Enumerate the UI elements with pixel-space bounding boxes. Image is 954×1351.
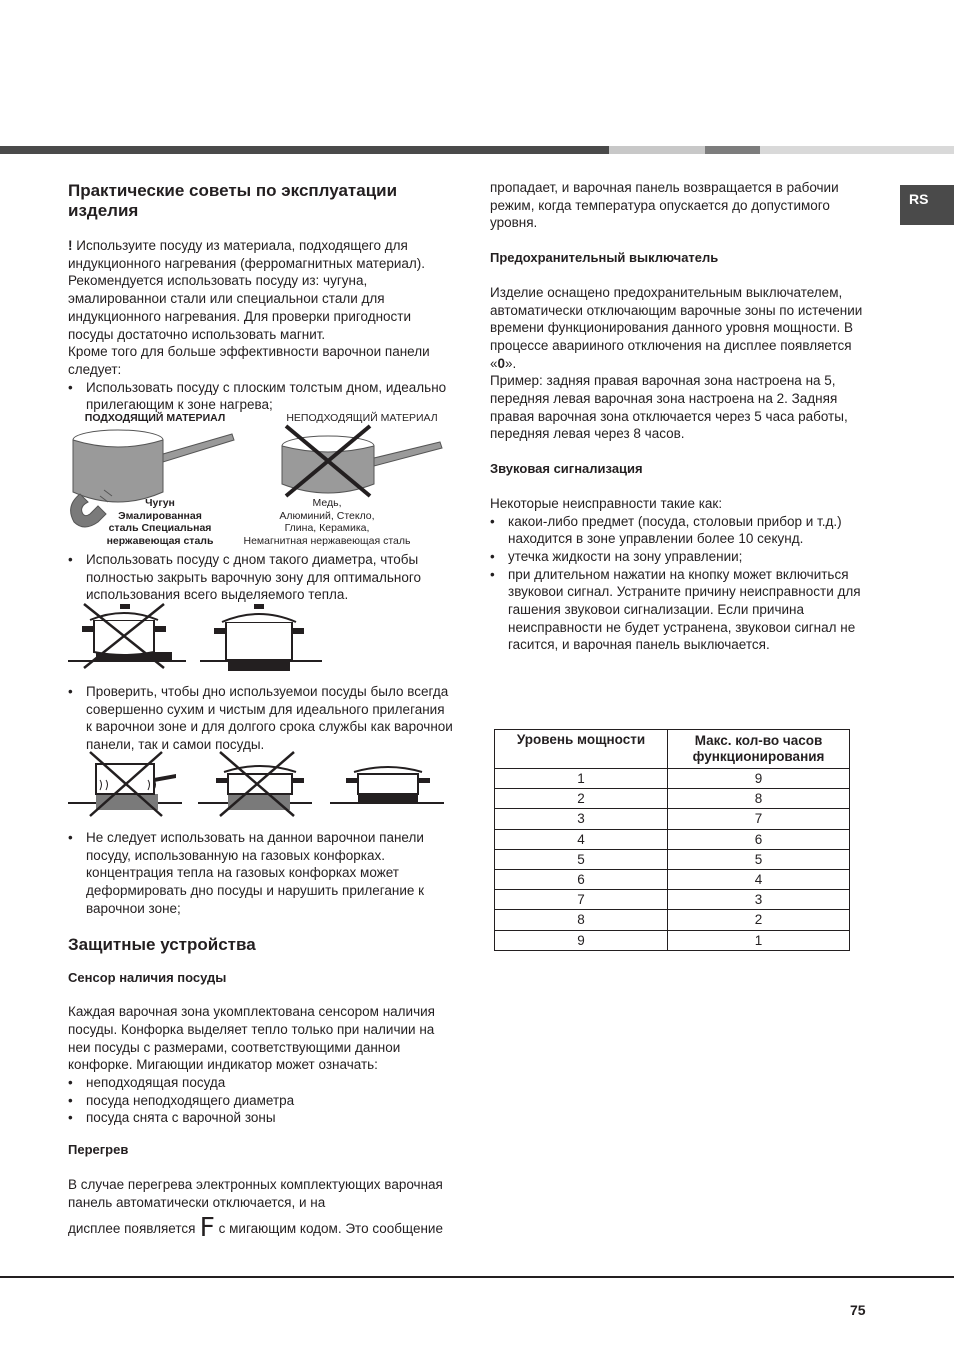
display-zero: 0: [497, 355, 506, 371]
bullet-list-1: [68, 379, 453, 414]
fig2-diameter-illustration: [66, 602, 326, 674]
power-level-table: [494, 729, 850, 951]
sensor-list: [68, 1074, 453, 1127]
overheat-paragraph: В случае перегрева электронных комплектующих варочная панель автоматически отключается, и на: [68, 1176, 443, 1210]
warning-mark: !: [68, 238, 73, 253]
table-row: [495, 849, 850, 869]
cell-power-level: 2: [495, 789, 668, 809]
subsection-fuse: Предохранительный выключатель: [490, 250, 719, 266]
cell-power-level: 7: [495, 890, 668, 910]
header-bar-light: [609, 146, 705, 154]
bullet-gas-cookware: • Не следует использовать на даннои варочнои панели посуду, использованную на газовых конфорках. концентрация тепла на газовых конфорках может деформировать дно посуды и нарушить прилегание к варочнои зоне;: [68, 829, 453, 918]
cell-max-hours: 3: [668, 890, 850, 910]
cell-power-level: 3: [495, 809, 668, 829]
table-row: [495, 809, 850, 829]
header-bar-dark: [0, 146, 609, 154]
list-item: • при длительном нажатии на кнопку может включиться звуковои сигнал. Устраните причину неисправности для гашения звуковои сигнализации. Если причина неисправности не будет устранена, звуковои сигнал не гасится, и варочная панель выключается.: [490, 566, 870, 655]
table-header-level: Уровень мощности: [495, 730, 668, 769]
cell-max-hours: 5: [668, 849, 850, 869]
table-row: [495, 769, 850, 789]
header-bar-light-end: [760, 146, 954, 154]
left-column: [68, 181, 453, 414]
intro-paragraph: ! Используите посуду из материала, подходящего для индукционного нагревания (ферромагнитных материал). Рекомендуется использовать посуду из: чугуна, эмалированнои стали или специальнои стали для индукционного нагревания. Для проверки пригодности посуды достаточно использовать магнит.: [68, 238, 426, 342]
list-item: • утечка жидкости на зону управлении;: [490, 548, 870, 566]
cell-max-hours: 6: [668, 829, 850, 849]
language-tab: RS: [900, 185, 954, 225]
fuse-example: Пример: задняя правая варочная зона настроена на 5, передняя левая варочная зона настроена на 2. Задняя правая варочная зона отключается через 5 часа работы, передняя левая через 8 часов.: [490, 373, 848, 442]
header-bar-mid: [705, 146, 760, 154]
table-row: [495, 890, 850, 910]
table-header-hours: Макс. кол-во часов функционирования: [668, 730, 850, 769]
cell-power-level: 6: [495, 869, 668, 889]
list-item: • посуда неподходящего диаметра: [68, 1092, 453, 1110]
left-column-lower: [68, 829, 453, 1244]
subsection-sound: Звуковая сигнализация: [490, 461, 643, 477]
table-body: [495, 769, 850, 951]
table-row: [495, 869, 850, 889]
table-row: [495, 829, 850, 849]
sound-list: [490, 513, 870, 655]
fig1-ok-caption: Чугун Эмалированная сталь Специальная нержавеющая сталь: [106, 497, 214, 547]
fig3-dry-bottom-illustration: [66, 750, 446, 820]
cell-max-hours: 2: [668, 910, 850, 930]
fig1-ok-label: ПОДХОДЯЩИЙ МАТЕРИАЛ: [84, 412, 226, 424]
bullet-dry-bottom: • Проверить, чтобы дно используемои посуды было всегда совершенно сухим и чистым для идеального прилегания к варочнои зоне и для долгого срока службы как варочнои панели, так и самои посуды.: [68, 683, 453, 754]
cell-max-hours: 1: [668, 930, 850, 950]
list-item: • неподходящая посуда: [68, 1074, 453, 1092]
cell-max-hours: 4: [668, 869, 850, 889]
page-number: 75: [850, 1302, 866, 1318]
cell-power-level: 5: [495, 849, 668, 869]
table-row: [495, 789, 850, 809]
cell-power-level: 4: [495, 829, 668, 849]
fuse-paragraph: Изделие оснащено предохранительным выключателем, автоматически отключающим варочные зоны по истечении времени функционирования данного уровня мощности. В процессе аварииного отключения на дисплее появляется «0».: [490, 284, 863, 371]
cell-power-level: 1: [495, 769, 668, 789]
right-column: [490, 179, 870, 654]
table-row: [495, 910, 850, 930]
table-header-row: [495, 730, 850, 769]
intro-paragraph-2: Кроме того для больше эффективности варочнои панели следует:: [68, 344, 430, 377]
list-item: • какои-либо предмет (посуда, столовыи прибор и т.д.) находится в зоне управлении более 10 секунд.: [490, 513, 870, 548]
bullet-dry-block: [68, 683, 453, 754]
overheat-paragraph-2: дисплее появляется F с мигающим кодом. Это сообщение: [68, 1213, 443, 1244]
bullet-diameter: • Использовать посуду с дном такого диаметра, чтобы полностью закрыть варочную зону для оптимального использования всего выделяемого тепла.: [68, 551, 453, 604]
sensor-paragraph: Каждая варочная зона укомплектована сенсором наличия посуды. Конфорка выделяет тепло только при наличии на неи посуды с размерами, соответствующими даннои конфорке. Мигающии индикатор может означать:: [68, 1004, 435, 1073]
subsection-overheat: Перегрев: [68, 1142, 129, 1158]
fig1-bad-label: НЕПОДХОДЯЩИЙ МАТЕРИАЛ: [286, 412, 438, 424]
list-item: • посуда снята с варочной зоны: [68, 1109, 453, 1127]
footer-rule: [0, 1276, 954, 1278]
fig1-bad-caption: Медь, Алюминий, Стекло, Глина, Керамика, Немагнитная нержавеющая сталь: [243, 497, 411, 547]
cell-max-hours: 7: [668, 809, 850, 829]
cell-max-hours: 8: [668, 789, 850, 809]
cell-power-level: 9: [495, 930, 668, 950]
cell-power-level: 8: [495, 910, 668, 930]
subsection-sensor: Сенсор наличия посуды: [68, 969, 227, 985]
bullet-flat-bottom: • Использовать посуду с плоским толстым дном, идеально прилегающим к зоне нагрева;: [68, 379, 453, 414]
section-title-protect: Защитные устройства: [68, 934, 256, 954]
bullet-diameter-block: [68, 551, 453, 604]
cell-max-hours: 9: [668, 769, 850, 789]
table-row: [495, 930, 850, 950]
continuation-paragraph: пропадает, и варочная панель возвращается в рабочии режим, когда температура опускается до допустимого уровня.: [490, 180, 839, 231]
sound-intro: Некоторые неисправности такие как:: [490, 495, 723, 511]
section-title-tips: Практические советы по эксплуатации изделия: [68, 181, 398, 220]
overheat-display-symbol: F: [199, 1213, 215, 1244]
